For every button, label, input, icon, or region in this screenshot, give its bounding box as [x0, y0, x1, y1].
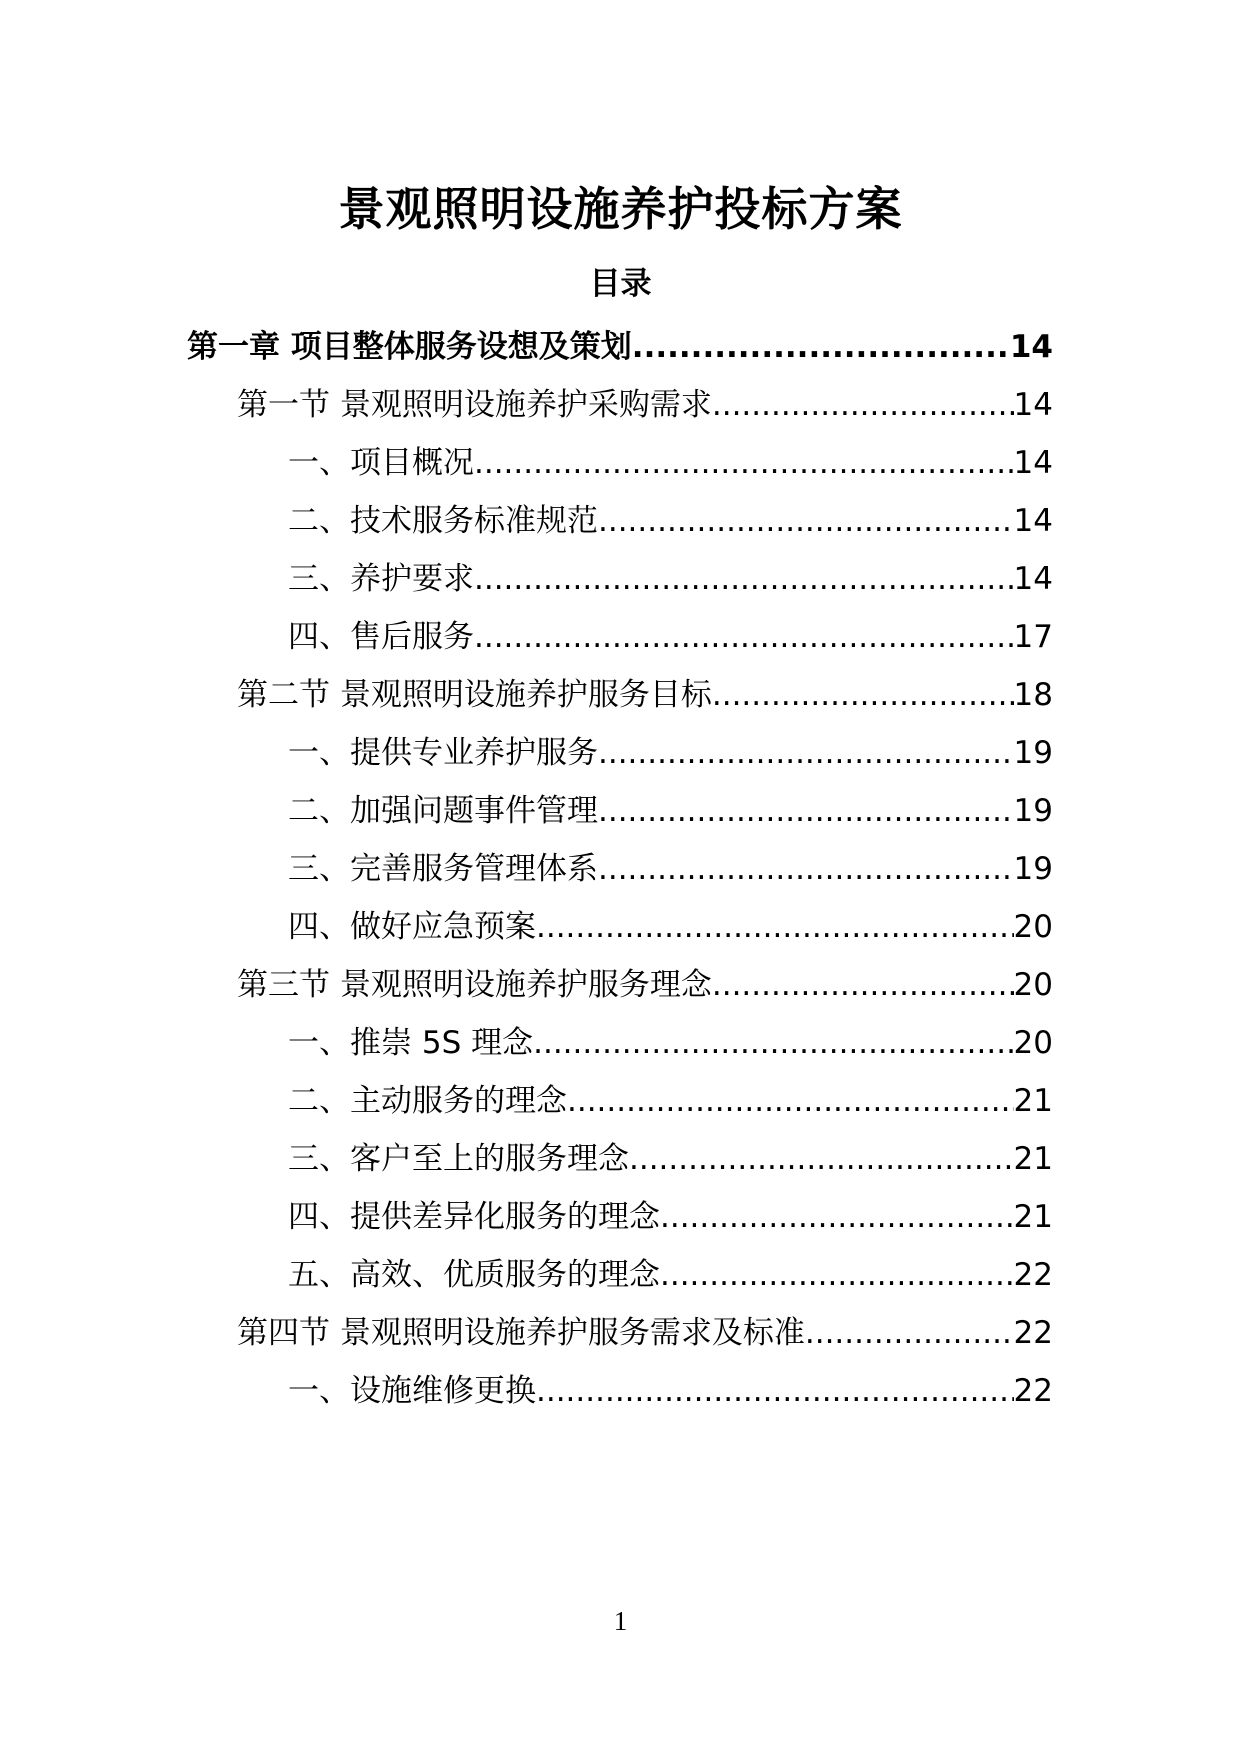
toc-entry-label: 第一节 景观照明设施养护采购需求: [237, 387, 712, 423]
toc-dot-leader: [712, 670, 1014, 720]
toc-entry-subsection[interactable]: [288, 1250, 1053, 1300]
toc-entry-label: 第二节 景观照明设施养护服务目标: [237, 677, 712, 713]
toc-entry-page: 18: [1013, 677, 1053, 713]
toc-heading: 目录: [589, 266, 652, 302]
toc-dot-leader: [598, 496, 1014, 546]
toc-entry-subsection[interactable]: [288, 728, 1053, 778]
toc-entry-label: 四、提供差异化服务的理念: [288, 1199, 660, 1235]
toc-entry-label: 第三节 景观照明设施养护服务理念: [237, 967, 712, 1003]
toc-entry-subsection[interactable]: [288, 902, 1053, 952]
toc-entry-page: 14: [1013, 445, 1053, 481]
toc-entry-subsection[interactable]: [288, 1076, 1053, 1126]
toc-dot-leader: [598, 728, 1014, 778]
toc-entry-page: 14: [1013, 387, 1053, 423]
page-number: 1: [613, 1606, 628, 1636]
toc-entry-subsection[interactable]: [288, 612, 1053, 662]
toc-dot-leader: [660, 1192, 1014, 1242]
toc-entry-label: 三、客户至上的服务理念: [288, 1141, 629, 1177]
toc-entry-page: 14: [1009, 329, 1053, 365]
toc-dot-leader: [536, 1366, 1014, 1416]
toc-dot-leader: [632, 322, 1010, 372]
toc-dot-leader: [474, 612, 1014, 662]
toc-entry-subsection[interactable]: [288, 438, 1053, 488]
toc-entry-page: 20: [1013, 909, 1053, 945]
toc-entry-section[interactable]: [237, 670, 1053, 720]
toc-entry-page: 21: [1013, 1083, 1053, 1119]
toc-entry-label: 二、技术服务标准规范: [288, 503, 598, 539]
toc-dot-leader: [474, 554, 1014, 604]
toc-entry-subsection[interactable]: [288, 1366, 1053, 1416]
toc-entry-label: 四、做好应急预案: [288, 909, 536, 945]
toc-entry-subsection[interactable]: [288, 1192, 1053, 1242]
toc-entry-label: 五、高效、优质服务的理念: [288, 1257, 660, 1293]
toc-entry-section[interactable]: [237, 1308, 1053, 1358]
toc-entry-subsection[interactable]: [288, 554, 1053, 604]
toc-entry-chapter-1[interactable]: [187, 322, 1053, 372]
toc-entry-page: 19: [1013, 735, 1053, 771]
toc-entry-subsection[interactable]: [288, 496, 1053, 546]
toc-entry-page: 22: [1013, 1257, 1053, 1293]
toc-entry-page: 21: [1013, 1199, 1053, 1235]
toc-entry-page: 22: [1013, 1315, 1053, 1351]
toc-entry-section[interactable]: [237, 960, 1053, 1010]
toc-entry-subsection[interactable]: [288, 1134, 1053, 1184]
toc-dot-leader: [598, 786, 1014, 836]
toc-entry-page: 21: [1013, 1141, 1053, 1177]
toc-entry-label: 四、售后服务: [288, 619, 474, 655]
toc-entry-page: 20: [1013, 1025, 1053, 1061]
toc-entry-page: 22: [1013, 1373, 1053, 1409]
toc-entry-label: 三、完善服务管理体系: [288, 851, 598, 887]
toc-entry-label: 第一章 项目整体服务设想及策划: [187, 329, 632, 365]
toc-dot-leader: [533, 1018, 1013, 1068]
toc-dot-leader: [805, 1308, 1014, 1358]
toc-entry-label: 三、养护要求: [288, 561, 474, 597]
toc-dot-leader: [536, 902, 1014, 952]
toc-entry-label: 二、主动服务的理念: [288, 1083, 567, 1119]
toc-dot-leader: [712, 960, 1014, 1010]
toc-dot-leader: [629, 1134, 1014, 1184]
toc-dot-leader: [598, 844, 1014, 894]
toc-entry-subsection[interactable]: [288, 786, 1053, 836]
toc-entry-page: 19: [1013, 851, 1053, 887]
toc-entry-label: 一、提供专业养护服务: [288, 735, 598, 771]
toc-entry-label: 一、推崇 5S 理念: [288, 1025, 534, 1061]
toc-dot-leader: [567, 1076, 1014, 1126]
toc-entry-label: 二、加强问题事件管理: [288, 793, 598, 829]
toc-entry-page: 19: [1013, 793, 1053, 829]
toc-entry-page: 20: [1013, 967, 1053, 1003]
toc-entry-page: 14: [1013, 503, 1053, 539]
toc-entry-label: 一、项目概况: [288, 445, 474, 481]
toc-entry-section[interactable]: [237, 380, 1053, 430]
toc-entry-page: 14: [1013, 561, 1053, 597]
document-title: 景观照明设施养护投标方案: [338, 182, 903, 236]
toc-entry-page: 17: [1013, 619, 1053, 655]
toc-dot-leader: [660, 1250, 1014, 1300]
toc-entry-label: 一、设施维修更换: [288, 1373, 536, 1409]
toc-entry-subsection[interactable]: [288, 844, 1053, 894]
toc-entry-label: 第四节 景观照明设施养护服务需求及标准: [237, 1315, 805, 1351]
toc-dot-leader: [712, 380, 1014, 430]
toc-entry-subsection[interactable]: [288, 1018, 1053, 1068]
toc-dot-leader: [474, 438, 1014, 488]
